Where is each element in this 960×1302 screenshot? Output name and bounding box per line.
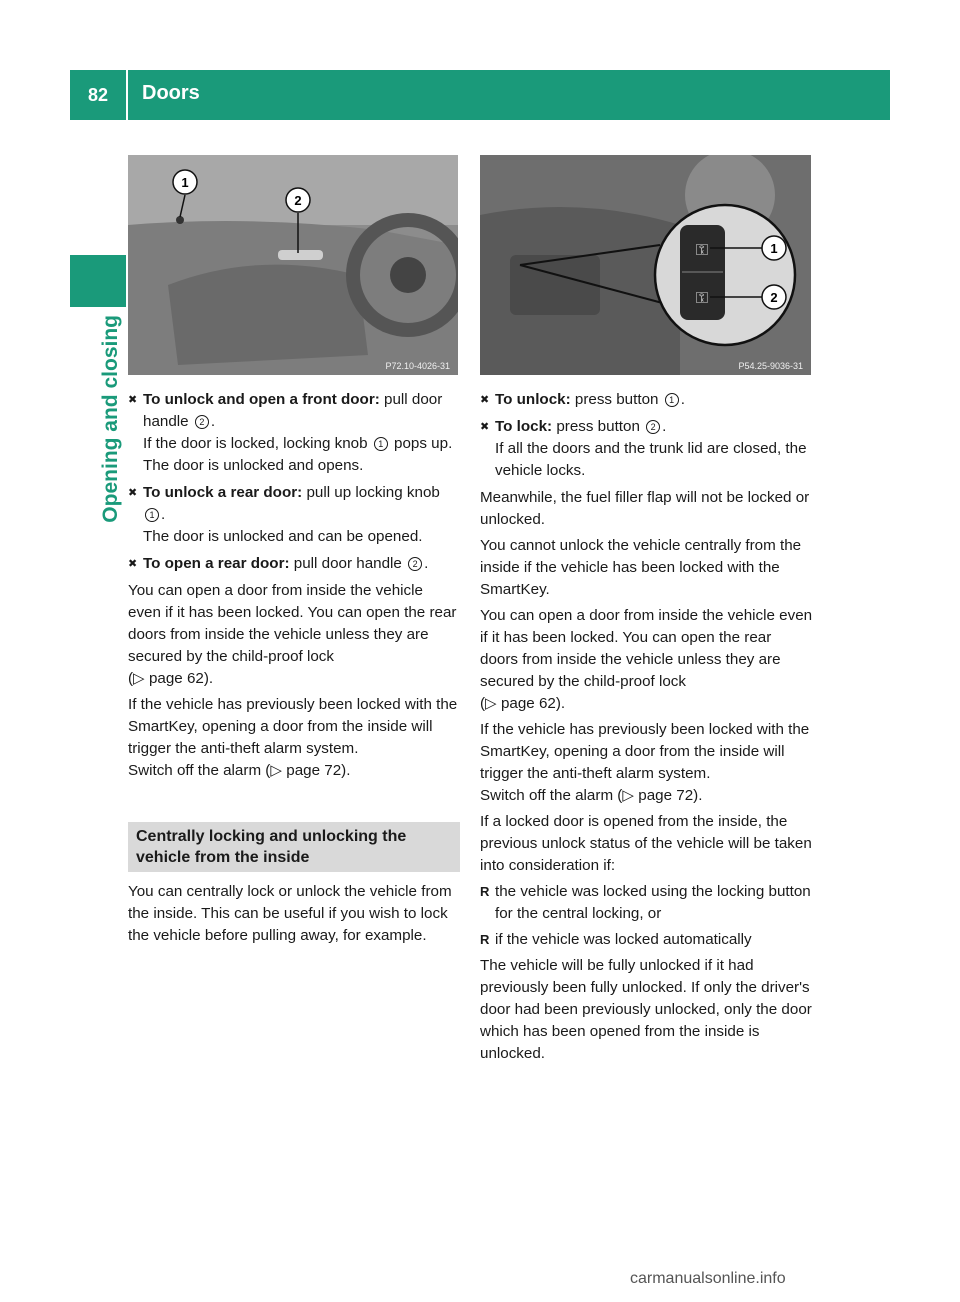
paragraph: The vehicle will be fully unlocked if it had previously been fully unlocked. If only the driver's door had been previously unlocked, only the door which has been opened from the inside is unlocked.	[480, 957, 812, 1062]
step-heading: To unlock:	[495, 391, 571, 408]
paragraph	[128, 580, 460, 690]
lock-icon: ⚿	[695, 290, 709, 307]
list-item-text: if the vehicle was locked automatically	[495, 931, 752, 948]
step-text: .	[662, 418, 667, 435]
lock-buttons-figure	[480, 155, 811, 375]
left-column	[128, 389, 460, 951]
paragraph-text: If the vehicle has previously been locked with the SmartKey, opening a door from the inside will trigger the anti-theft alarm system.	[480, 721, 810, 782]
paragraph: You cannot unlock the vehicle centrally from the inside if the vehicle has been locked with the SmartKey.	[480, 537, 802, 598]
unlock-icon: ⚿	[695, 242, 709, 259]
instruction-step	[128, 482, 460, 548]
side-tab-label: Opening and closing	[99, 315, 122, 523]
bullet-marker: R	[480, 884, 490, 899]
step-arrow-icon: ✖	[480, 394, 490, 406]
instruction-step	[480, 389, 813, 411]
page-reference-link[interactable]: Switch off the alarm (▷ page 72).	[128, 762, 351, 779]
list-item	[480, 881, 813, 925]
step-text: .	[210, 413, 216, 430]
paragraph: You can centrally lock or unlock the vehicle from the inside. This can be useful if you wish to lock the vehicle before pulling away, for example.	[128, 883, 452, 944]
step-text: .	[161, 506, 166, 523]
step-arrow-icon: ✖	[128, 394, 138, 406]
instruction-step	[480, 416, 813, 482]
door-panel-figure	[128, 155, 458, 375]
step-result: pops up. The door is unlocked and opens.	[143, 435, 453, 474]
ref-number: 2	[646, 420, 660, 434]
ref-number: 2	[195, 415, 209, 429]
page-title: Doors	[142, 81, 200, 104]
page-reference-link[interactable]: Switch off the alarm (▷ page 72).	[480, 787, 703, 804]
ref-number: 1	[374, 437, 388, 451]
page-number: 82	[87, 84, 109, 105]
figure-code: P54.25-9036-31	[738, 361, 803, 371]
paragraph: If a locked door is opened from the inside, the previous unlock status of the vehicle will be taken into consideration if:	[480, 813, 812, 874]
paragraph-text: If the vehicle has previously been locked with the SmartKey, opening a door from the inside will trigger the anti-theft alarm system.	[128, 696, 458, 757]
callout-2: 2	[294, 193, 302, 208]
step-text: press button	[570, 391, 663, 408]
step-text: pull door handle	[289, 555, 407, 572]
step-heading: To open a rear door:	[143, 555, 290, 572]
step-heading: To unlock a rear door:	[143, 484, 303, 501]
step-heading: To unlock and open a front door:	[143, 391, 380, 408]
watermark: carmanualsonline.info	[630, 1270, 786, 1287]
side-tab-marker	[70, 255, 126, 307]
callout-2: 2	[770, 290, 778, 305]
step-text: .	[424, 555, 429, 572]
paragraph	[480, 605, 813, 715]
paragraph-text: You can open a door from inside the vehicle even if it has been locked. You can open the rear doors from inside the vehicle unless they are secured by the child-proof lock	[128, 582, 457, 665]
bullet-marker: R	[480, 932, 490, 947]
right-column	[480, 389, 813, 1069]
step-text: pull door handle	[143, 391, 443, 430]
instruction-step	[128, 389, 460, 477]
list-item	[480, 929, 813, 951]
step-text: press button	[552, 418, 645, 435]
paragraph: Meanwhile, the fuel filler flap will not be locked or unlocked.	[480, 489, 810, 528]
callout-1: 1	[770, 241, 778, 256]
paragraph-text: You can open a door from inside the vehicle even if it has been locked. You can open the rear doors from inside the vehicle unless they are secured by the child-proof lock	[480, 607, 813, 690]
instruction-step	[128, 553, 460, 575]
ref-number: 2	[408, 557, 422, 571]
header-divider	[126, 70, 128, 120]
page-reference-link[interactable]: (▷ page 62).	[480, 695, 566, 712]
step-result: The door is unlocked and can be opened.	[143, 528, 423, 545]
step-text: pull up locking knob	[302, 484, 440, 501]
section-heading: Centrally locking and unlocking the vehicle from the inside	[128, 822, 460, 872]
step-result: If the door is locked, locking knob	[143, 435, 372, 452]
ref-number: 1	[145, 508, 159, 522]
paragraph	[128, 694, 460, 782]
step-arrow-icon: ✖	[128, 558, 138, 570]
page-reference-link[interactable]: (▷ page 62).	[128, 670, 214, 687]
step-arrow-icon: ✖	[128, 487, 138, 499]
step-heading: To lock:	[495, 418, 553, 435]
step-arrow-icon: ✖	[480, 421, 490, 433]
step-result: If all the doors and the trunk lid are closed, the vehicle locks.	[495, 440, 807, 479]
list-item-text: the vehicle was locked using the locking button for the central locking, or	[495, 883, 811, 922]
step-text: .	[680, 391, 685, 408]
paragraph	[480, 719, 813, 807]
callout-1: 1	[181, 175, 189, 190]
figure-code: P72.10-4026-31	[385, 361, 450, 371]
ref-number: 1	[665, 393, 679, 407]
